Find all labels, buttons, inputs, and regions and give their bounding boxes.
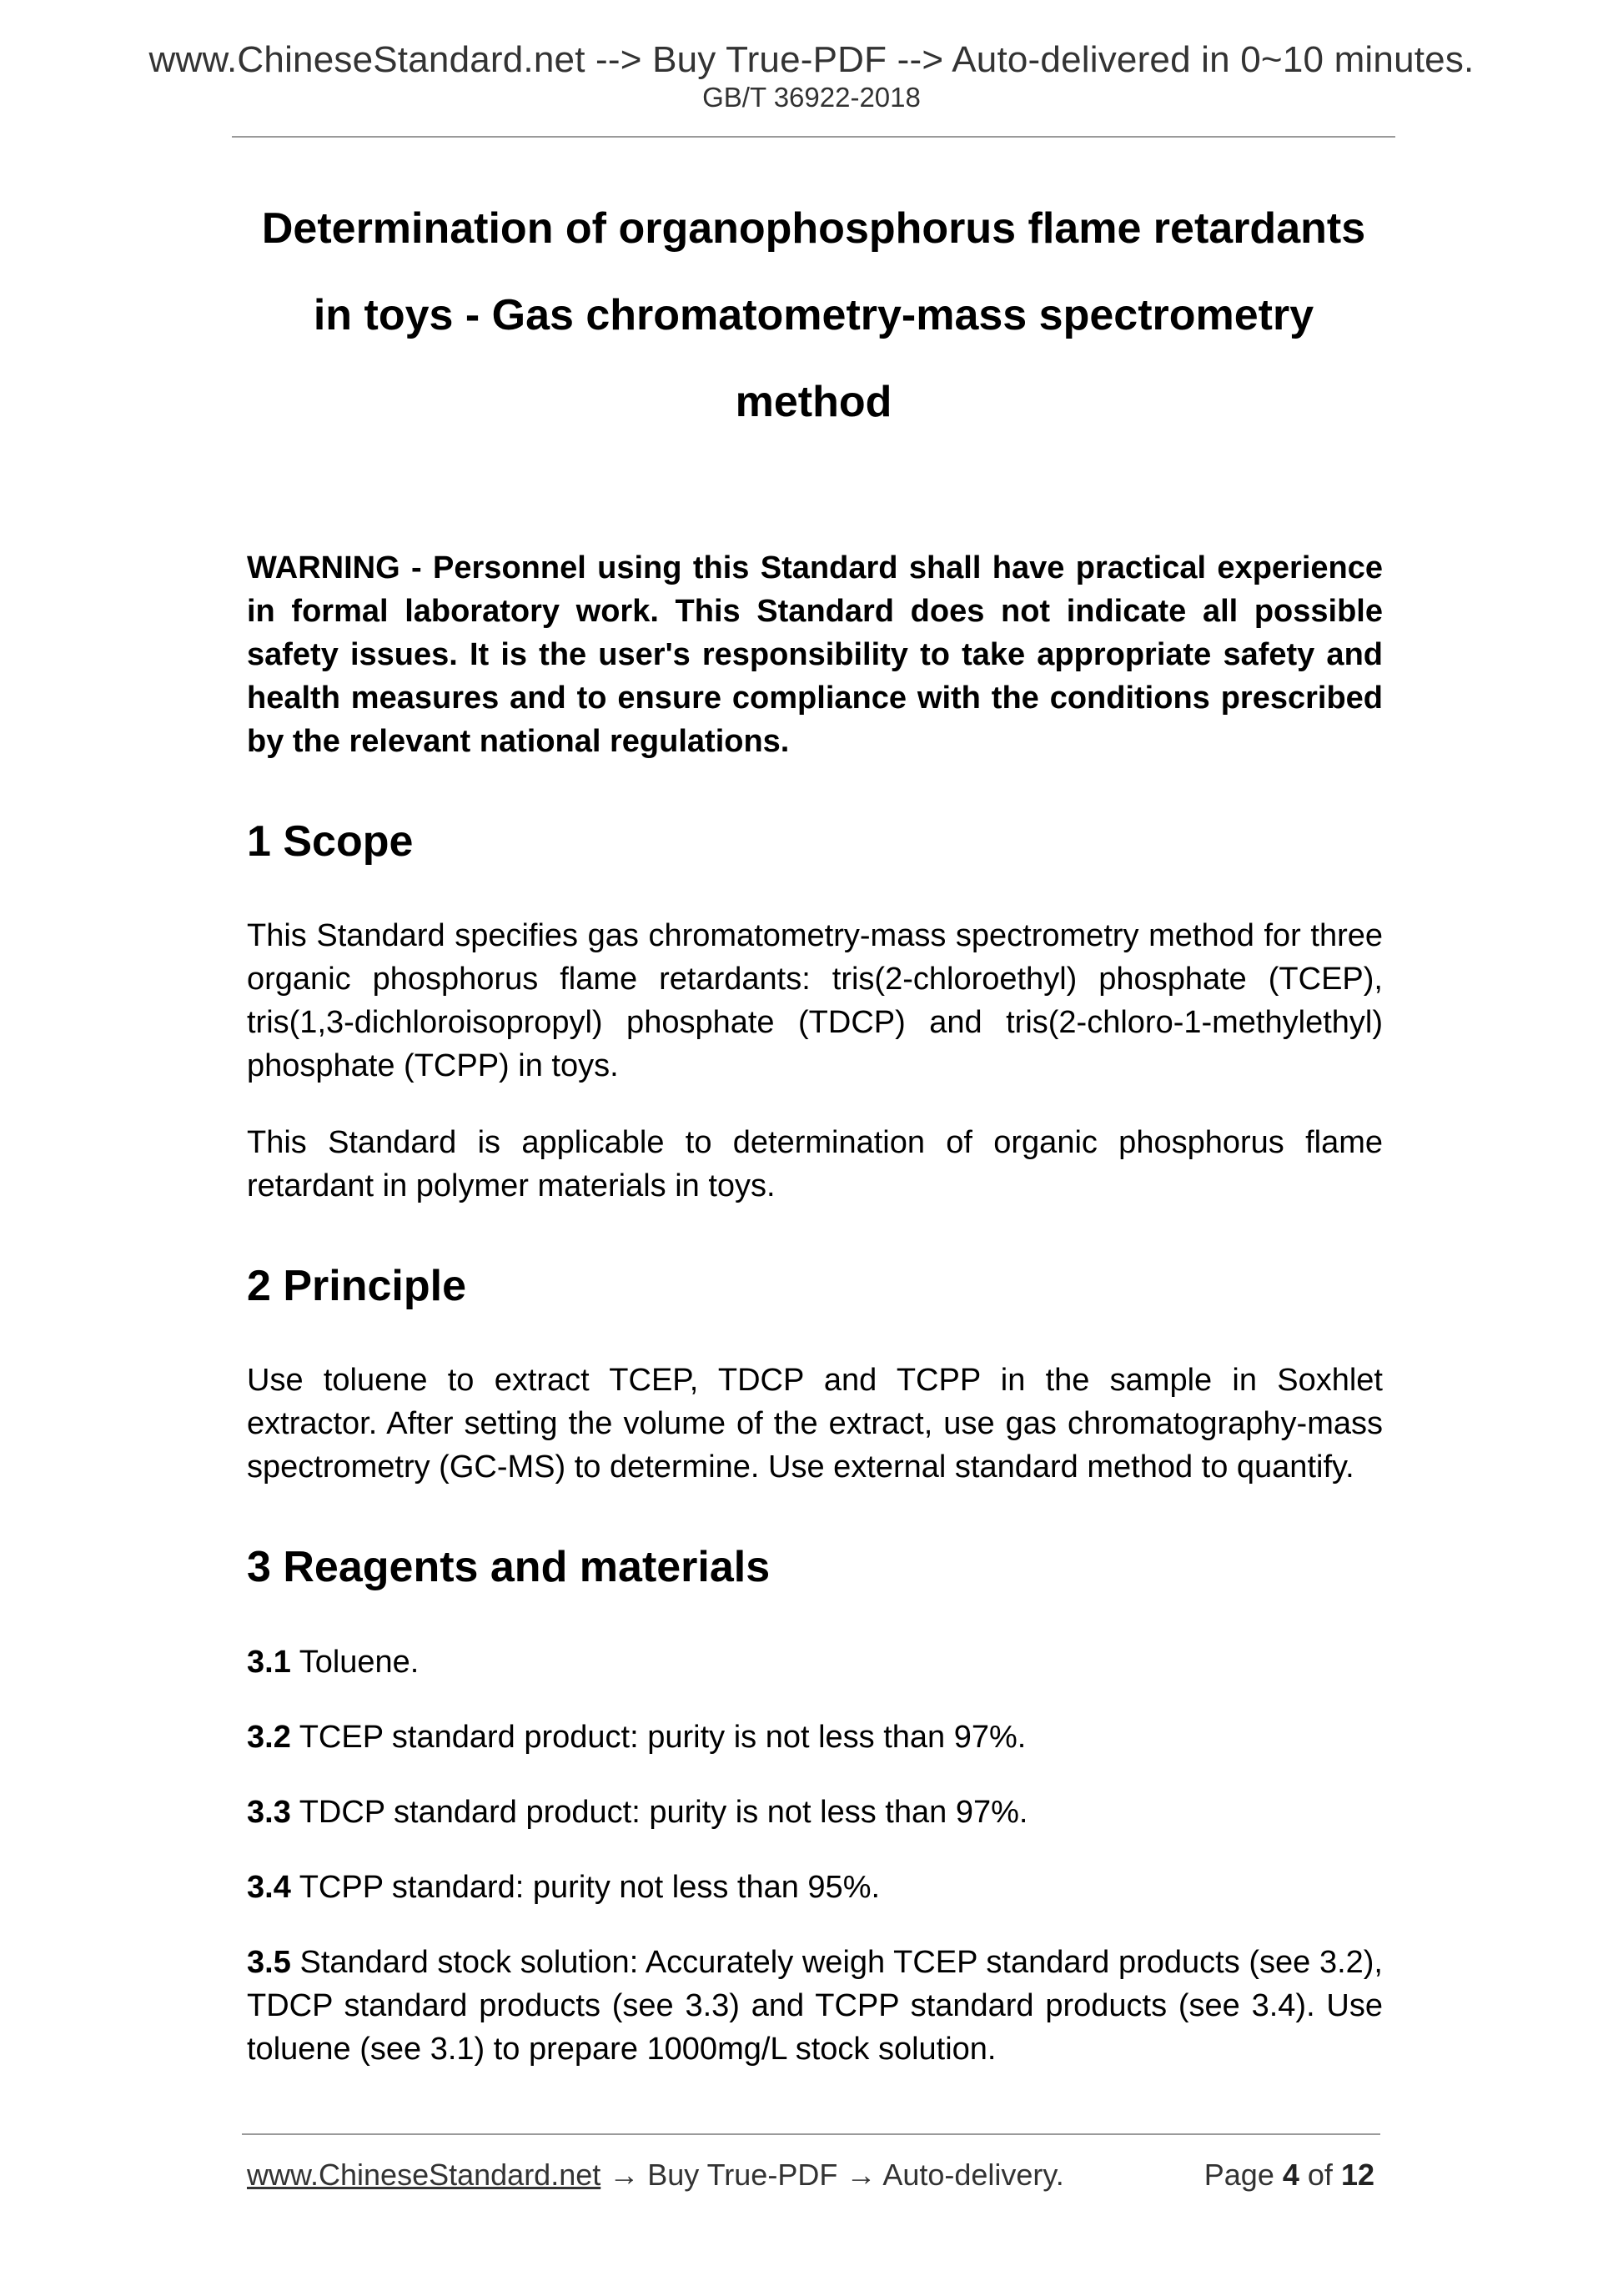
scope-paragraph-2: This Standard is applicable to determination of organic phosphorus flame retardant in polymer materials in toys. xyxy=(247,1125,1383,1204)
header-divider xyxy=(232,136,1395,138)
section-heading-scope: 1 Scope xyxy=(247,817,414,866)
section-heading-principle: 2 Principle xyxy=(247,1262,466,1311)
top-banner: www.ChineseStandard.net --> Buy True-PDF --> Auto-delivered in 0~10 minutes. xyxy=(148,39,1475,80)
document-body xyxy=(247,546,1383,2103)
footer-tagline: → Buy True-PDF → Auto-delivery. xyxy=(600,2158,1064,2192)
document-id: GB/T 36922-2018 xyxy=(702,82,921,113)
principle-paragraph: Use toluene to extract TCEP, TDCP and TCPP in the sample in Soxhlet extractor. After setting the volume of the extract, use gas chromatography-mass spectrometry (GC-MS) to determine. Use external standard method to quantify. xyxy=(247,1363,1383,1485)
item-text: TDCP standard product: purity is not less than 97%. xyxy=(290,1794,1028,1830)
document-title xyxy=(232,185,1395,445)
footer-divider xyxy=(242,2133,1380,2135)
section-heading-reagents: 3 Reagents and materials xyxy=(247,1543,771,1592)
footer-website-link[interactable]: www.ChineseStandard.net xyxy=(247,2158,601,2192)
title-line-3: method xyxy=(735,378,892,426)
item-text: TCPP standard: purity not less than 95%. xyxy=(290,1869,881,1905)
page-indicator xyxy=(1204,2154,1374,2196)
item-number: 3.3 xyxy=(247,1794,291,1830)
scope-paragraph-1: This Standard specifies gas chromatometry-mass spectrometry method for three organic phosphorus flame retardants: tris(2-chloroethyl) phosphate (TCEP), tris(1,3-dichloroisopropyl) phosphate (TDCP) and tris(2-chloro-1-methylethyl) phosphate (TCPP) in toys. xyxy=(247,918,1383,1084)
title-line-1: Determination of organophosphorus flame retardants xyxy=(261,204,1366,253)
page-total: 12 xyxy=(1340,2158,1374,2192)
of-label: of xyxy=(1307,2158,1333,2192)
reagent-item-3-3 xyxy=(247,1791,1383,1834)
warning-paragraph: WARNING - Personnel using this Standard shall have practical experience in formal laboratory work. This Standard does not indicate all possible safety issues. It is the user's responsibility to take appropriate safety and health measures and to ensure compliance with the conditions prescribed by the relevant national regulations. xyxy=(247,550,1383,759)
reagent-item-3-2 xyxy=(247,1716,1383,1759)
page-current: 4 xyxy=(1282,2158,1299,2192)
reagent-item-3-5 xyxy=(247,1941,1383,2071)
item-number: 3.4 xyxy=(247,1869,291,1905)
page-footer xyxy=(247,2154,1383,2196)
item-text: Standard stock solution: Accurately weigh TCEP standard products (see 3.2), TDCP standard products (see 3.3) and TCPP standard products (see 3.4). Use toluene (see 3.1) to prepare 1000mg/L stock solution. xyxy=(247,1944,1383,2067)
item-number: 3.2 xyxy=(247,1719,291,1755)
item-text: Toluene. xyxy=(290,1644,420,1680)
item-number: 3.1 xyxy=(247,1644,291,1680)
item-number: 3.5 xyxy=(247,1944,291,1980)
title-line-2: in toys - Gas chromatometry-mass spectrometry xyxy=(313,291,1314,339)
item-text: TCEP standard product: purity is not less than 97%. xyxy=(290,1719,1027,1755)
reagent-item-3-4 xyxy=(247,1866,1383,1909)
reagent-item-3-1 xyxy=(247,1640,1383,1684)
page-label: Page xyxy=(1203,2158,1274,2192)
